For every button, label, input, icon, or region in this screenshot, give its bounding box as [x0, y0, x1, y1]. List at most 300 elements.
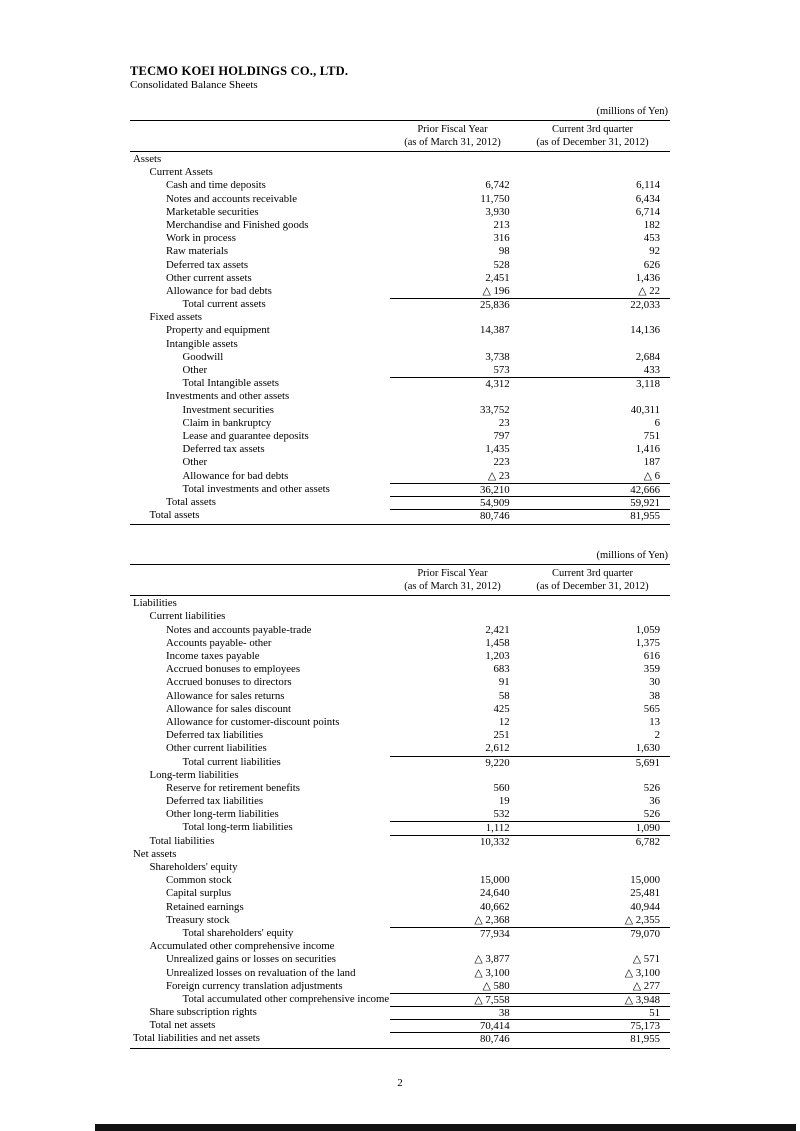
amount-current: 59,921	[630, 496, 660, 509]
table-row	[130, 1032, 670, 1045]
row-amounts	[390, 650, 670, 663]
row-amounts	[390, 483, 670, 496]
units-label: (millions of Yen)	[596, 106, 668, 117]
table-row	[130, 351, 670, 364]
amount-current: 81,955	[630, 510, 660, 523]
row-amounts	[390, 1032, 670, 1045]
table-row	[130, 940, 670, 953]
table-row	[130, 1019, 670, 1032]
row-label: Shareholders' equity	[149, 861, 238, 873]
table-row	[130, 298, 670, 311]
table-row	[130, 390, 670, 403]
table-row	[130, 967, 670, 980]
amount-current: 6,114	[636, 179, 660, 192]
table-row	[130, 610, 670, 623]
amount-current: 1,436	[635, 271, 660, 284]
row-amounts	[390, 285, 670, 298]
amount-prior: 25,836	[479, 299, 510, 312]
row-amounts	[390, 676, 670, 689]
table-row	[130, 285, 670, 298]
row-amounts	[390, 927, 670, 940]
amount-current: 751	[643, 429, 660, 442]
row-amounts	[390, 311, 670, 324]
row-label: Total current assets	[182, 298, 266, 311]
row-label: Current liabilities	[149, 610, 226, 623]
table-row	[130, 259, 670, 272]
table-row	[130, 483, 670, 496]
row-amounts	[390, 848, 670, 861]
amount-prior: 70,414	[479, 1020, 510, 1033]
table-body	[130, 596, 670, 1048]
row-label: Foreign currency translation adjustments	[166, 979, 343, 992]
table-row	[130, 245, 670, 258]
column-title: Prior Fiscal Year	[417, 568, 488, 580]
row-label: Unrealized losses on revaluation of the land	[166, 966, 356, 979]
row-amounts	[390, 232, 670, 245]
row-label: Accrued bonuses to employees	[166, 663, 301, 676]
amount-current: 182	[643, 218, 660, 231]
row-amounts	[390, 769, 670, 782]
row-label: Claim in bankruptcy	[182, 416, 272, 429]
row-amounts	[390, 874, 670, 887]
table-row	[130, 232, 670, 245]
amount-current: 433	[643, 364, 660, 376]
row-label: Total net assets	[149, 1019, 216, 1032]
amount-prior: △ 196	[482, 284, 510, 297]
row-amounts	[390, 430, 670, 443]
amount-prior: 251	[493, 729, 510, 742]
row-label: Raw materials	[166, 245, 229, 258]
row-amounts	[390, 166, 670, 179]
amount-prior	[390, 311, 512, 324]
table-row	[130, 206, 670, 219]
amount-prior	[390, 338, 512, 351]
amount-current: △ 3,100	[624, 966, 660, 979]
row-amounts	[390, 808, 670, 821]
amount-prior: △ 7,558	[474, 993, 510, 1006]
row-amounts	[390, 953, 670, 966]
amount-prior: 683	[493, 663, 510, 676]
amount-current: 6,782	[635, 835, 660, 848]
column-title: Prior Fiscal Year	[417, 124, 488, 135]
row-amounts	[390, 1006, 670, 1019]
amount-current: 6,434	[635, 192, 660, 205]
table-row	[130, 179, 670, 192]
table-row	[130, 716, 670, 729]
amount-current: 526	[643, 808, 660, 821]
table-row	[130, 703, 670, 716]
row-amounts	[390, 245, 670, 258]
row-amounts	[390, 259, 670, 272]
amount-prior: 1,435	[485, 443, 510, 456]
amount-current: △ 22	[638, 284, 660, 297]
table-row	[130, 597, 670, 610]
amount-prior: 1,112	[485, 822, 510, 835]
row-label: Merchandise and Finished goods	[166, 218, 309, 231]
row-label: Total shareholders' equity	[182, 926, 294, 939]
amount-prior: 36,210	[479, 483, 510, 496]
page-number: 2	[397, 1077, 403, 1089]
amount-prior: 19	[498, 795, 510, 808]
header-spacer	[130, 567, 390, 593]
amount-current: 15,000	[630, 874, 660, 887]
column-subtitle: (as of December 31, 2012)	[536, 581, 649, 593]
table-row	[130, 927, 670, 940]
current-quarter-column-header	[515, 123, 670, 149]
amount-prior: △ 3,877	[474, 953, 510, 966]
row-amounts	[390, 993, 670, 1006]
table-row	[130, 417, 670, 430]
row-label: Allowance for sales discount	[166, 702, 292, 715]
row-amounts	[390, 338, 670, 351]
amount-prior: 9,220	[485, 756, 510, 769]
amount-prior: 3,738	[485, 350, 510, 363]
amount-current: 1,630	[635, 742, 660, 755]
row-amounts	[390, 703, 670, 716]
amount-prior: 3,930	[485, 205, 510, 218]
table-row	[130, 430, 670, 443]
row-label: Income taxes payable	[166, 650, 260, 662]
amount-prior	[390, 848, 512, 861]
row-label: Property and equipment	[166, 324, 270, 337]
row-label: Fixed assets	[149, 311, 202, 324]
row-amounts	[390, 980, 670, 993]
table-row	[130, 364, 670, 377]
amount-current: 359	[643, 663, 660, 676]
row-amounts	[390, 351, 670, 364]
amount-current: 453	[643, 232, 660, 245]
amount-prior: 223	[493, 456, 510, 469]
table-row	[130, 166, 670, 179]
amount-current	[512, 390, 670, 403]
row-label: Cash and time deposits	[166, 179, 266, 192]
amount-current: 75,173	[630, 1020, 660, 1033]
row-amounts	[390, 782, 670, 795]
row-amounts	[390, 324, 670, 337]
amount-current: 1,059	[635, 623, 660, 636]
amount-prior: 425	[493, 702, 510, 715]
column-subtitle: (as of March 31, 2012)	[404, 581, 501, 593]
table-row	[130, 690, 670, 703]
table-row	[130, 663, 670, 676]
row-label: Long-term liabilities	[149, 768, 239, 781]
amount-current	[512, 861, 670, 874]
table-header	[130, 564, 670, 596]
assets-table	[130, 106, 670, 525]
amount-prior	[390, 610, 512, 623]
table-row	[130, 835, 670, 848]
amount-current	[512, 166, 670, 179]
amount-current	[512, 597, 670, 610]
row-amounts	[390, 153, 670, 166]
row-label: Goodwill	[182, 350, 224, 363]
row-label: Other	[182, 364, 208, 376]
row-amounts	[390, 179, 670, 192]
row-label: Investment securities	[182, 403, 274, 416]
amount-current: 3,118	[636, 378, 660, 391]
row-amounts	[390, 637, 670, 650]
amount-current	[512, 940, 670, 953]
amount-prior: 23	[498, 416, 510, 429]
row-label: Other current liabilities	[166, 742, 267, 755]
amount-prior: 14,387	[479, 324, 510, 337]
row-label: Deferred tax liabilities	[166, 729, 264, 742]
table-row	[130, 887, 670, 900]
table-row	[130, 756, 670, 769]
amount-current: △ 277	[632, 979, 660, 992]
row-label: Allowance for bad debts	[166, 284, 272, 297]
row-label: Total investments and other assets	[182, 482, 330, 495]
amount-prior: 4,312	[485, 378, 510, 391]
amount-prior: 573	[493, 364, 510, 376]
amount-prior	[390, 861, 512, 874]
amount-prior	[390, 597, 512, 610]
table-row	[130, 729, 670, 742]
table-row	[130, 153, 670, 166]
amount-current: △ 6	[643, 469, 660, 482]
table-row	[130, 769, 670, 782]
amount-prior: 33,752	[479, 403, 510, 416]
amount-prior: △ 3,100	[474, 966, 510, 979]
row-label: Allowance for bad debts	[182, 469, 289, 482]
table-row	[130, 470, 670, 483]
table-row	[130, 821, 670, 834]
row-label: Net assets	[133, 847, 177, 860]
row-amounts	[390, 729, 670, 742]
row-label: Deferred tax liabilities	[166, 795, 264, 808]
amount-current: 81,955	[630, 1033, 660, 1046]
row-label: Common stock	[166, 874, 232, 887]
units-label: (millions of Yen)	[596, 550, 668, 562]
amount-current	[512, 153, 670, 166]
amount-current: 38	[649, 689, 660, 702]
table-row	[130, 624, 670, 637]
amount-current	[512, 338, 670, 351]
row-amounts	[390, 443, 670, 456]
amount-prior: 58	[498, 689, 510, 702]
row-amounts	[390, 610, 670, 623]
row-label: Other current assets	[166, 271, 252, 284]
amount-current	[512, 610, 670, 623]
row-amounts	[390, 795, 670, 808]
row-label: Other	[182, 456, 208, 469]
row-label: Reserve for retirement benefits	[166, 781, 301, 794]
column-subtitle: (as of December 31, 2012)	[536, 137, 649, 148]
row-amounts	[390, 219, 670, 232]
amount-prior: 12	[498, 715, 510, 728]
row-label: Deferred tax assets	[182, 443, 265, 456]
amount-current: 25,481	[630, 887, 660, 900]
amount-prior: 797	[493, 429, 510, 442]
row-label: Share subscription rights	[149, 1006, 257, 1019]
row-label: Investments and other assets	[166, 390, 290, 403]
column-subtitle: (as of March 31, 2012)	[404, 137, 501, 148]
liabilities-net-assets-table	[130, 550, 670, 1048]
row-amounts	[390, 756, 670, 769]
amount-current	[512, 769, 670, 782]
row-amounts	[390, 470, 670, 483]
row-amounts	[390, 364, 670, 377]
row-label: Accrued bonuses to directors	[166, 676, 292, 689]
table-row	[130, 874, 670, 887]
amount-current: 616	[643, 650, 660, 662]
page-bottom-edge-bar	[95, 1124, 796, 1131]
amount-current: △ 3,948	[624, 993, 660, 1006]
row-label: Total liabilities and net assets	[133, 1032, 260, 1045]
row-amounts	[390, 597, 670, 610]
amount-prior	[390, 940, 512, 953]
amount-prior: 1,203	[485, 650, 510, 662]
amount-current: 1,090	[635, 822, 660, 835]
amount-prior: 2,421	[485, 623, 510, 636]
amount-current: 187	[643, 456, 660, 469]
amount-prior: 6,742	[485, 179, 510, 192]
row-label: Total assets	[166, 495, 216, 508]
amount-prior: △ 23	[487, 469, 510, 482]
row-label: Total long-term liabilities	[182, 821, 293, 834]
table-row	[130, 861, 670, 874]
table-row	[130, 782, 670, 795]
amount-prior: 77,934	[479, 927, 510, 940]
row-amounts	[390, 417, 670, 430]
row-amounts	[390, 390, 670, 403]
amount-current: 30	[649, 676, 660, 689]
row-label: Retained earnings	[166, 900, 244, 913]
amount-current: 40,311	[630, 403, 660, 416]
amount-prior: △ 580	[482, 979, 510, 992]
row-amounts	[390, 914, 670, 927]
row-amounts	[390, 861, 670, 874]
row-amounts	[390, 663, 670, 676]
row-label: Accumulated other comprehensive income	[149, 940, 335, 953]
amount-current: 565	[643, 702, 660, 715]
amount-prior: 1,458	[485, 636, 510, 649]
amount-current: 79,070	[630, 927, 660, 940]
amount-prior	[390, 769, 512, 782]
row-amounts	[390, 940, 670, 953]
row-label: Other long-term liabilities	[166, 808, 279, 821]
row-label: Marketable securities	[166, 205, 259, 218]
table-row	[130, 637, 670, 650]
table-row	[130, 953, 670, 966]
row-amounts	[390, 742, 670, 755]
table-row	[130, 193, 670, 206]
amount-prior: 80,746	[479, 1033, 510, 1046]
row-amounts	[390, 496, 670, 509]
row-amounts	[390, 206, 670, 219]
table-row	[130, 219, 670, 232]
row-amounts	[390, 193, 670, 206]
amount-prior: 98	[498, 245, 510, 258]
row-amounts	[390, 298, 670, 311]
table-row	[130, 848, 670, 861]
row-label: Work in process	[166, 232, 236, 245]
amount-current: 42,666	[630, 483, 660, 496]
table-row	[130, 509, 670, 522]
amount-current: △ 2,355	[624, 913, 660, 926]
amount-prior: 91	[498, 676, 510, 689]
amount-prior: 10,332	[479, 835, 510, 848]
amount-current	[512, 311, 670, 324]
row-amounts	[390, 901, 670, 914]
amount-current: 40,944	[630, 900, 660, 913]
amount-current: 2,684	[635, 350, 660, 363]
row-amounts	[390, 1019, 670, 1032]
amount-prior: 15,000	[479, 874, 510, 887]
amount-current: 22,033	[630, 299, 660, 312]
table-row	[130, 808, 670, 821]
amount-prior: 560	[493, 781, 510, 794]
amount-current: 526	[643, 781, 660, 794]
table-row	[130, 676, 670, 689]
amount-prior: 80,746	[479, 510, 510, 523]
row-amounts	[390, 377, 670, 390]
amount-prior: 54,909	[479, 496, 510, 509]
amount-current	[512, 848, 670, 861]
amount-current: 6,714	[635, 205, 660, 218]
column-title: Current 3rd quarter	[551, 124, 634, 135]
row-amounts	[390, 509, 670, 522]
amount-current: 2	[654, 729, 660, 742]
amount-prior: 2,451	[485, 271, 510, 284]
prior-year-column-header	[390, 123, 515, 149]
amount-prior	[390, 166, 512, 179]
row-label: Liabilities	[133, 597, 177, 610]
row-amounts	[390, 272, 670, 285]
amount-prior: 532	[493, 808, 510, 821]
amount-current: 6	[654, 416, 660, 429]
amount-prior: 213	[493, 218, 510, 231]
column-title: Current 3rd quarter	[551, 568, 634, 580]
amount-prior: 316	[493, 232, 510, 245]
row-label: Lease and guarantee deposits	[182, 429, 309, 442]
row-amounts	[390, 716, 670, 729]
row-label: Intangible assets	[166, 337, 238, 350]
table-row	[130, 980, 670, 993]
row-amounts	[390, 887, 670, 900]
row-label: Assets	[133, 153, 162, 165]
row-amounts	[390, 821, 670, 834]
row-label: Total current liabilities	[182, 755, 281, 768]
amount-current: 14,136	[630, 324, 660, 337]
row-amounts	[390, 404, 670, 417]
table-body	[130, 152, 670, 525]
row-amounts	[390, 690, 670, 703]
table-row	[130, 324, 670, 337]
table-row	[130, 914, 670, 927]
table-row	[130, 338, 670, 351]
row-label: Deferred tax assets	[166, 258, 249, 271]
row-label: Current Assets	[149, 166, 213, 179]
amount-prior: 2,612	[485, 742, 510, 755]
row-label: Unrealized gains or losses on securities	[166, 953, 337, 966]
amount-current: 92	[649, 245, 660, 258]
table-row	[130, 1006, 670, 1019]
table-row	[130, 443, 670, 456]
document-page	[130, 0, 670, 1049]
row-label: Allowance for customer-discount points	[166, 715, 340, 728]
amount-prior: 11,750	[480, 192, 510, 205]
table-row	[130, 993, 670, 1006]
amount-current: 51	[649, 1007, 660, 1020]
row-label: Total accumulated other comprehensive income	[182, 992, 390, 1005]
amount-current: 626	[643, 258, 660, 271]
row-label: Total liabilities	[149, 834, 215, 847]
prior-year-column-header	[390, 567, 515, 593]
table-header	[130, 120, 670, 152]
row-label: Notes and accounts receivable	[166, 192, 298, 205]
table-row	[130, 404, 670, 417]
